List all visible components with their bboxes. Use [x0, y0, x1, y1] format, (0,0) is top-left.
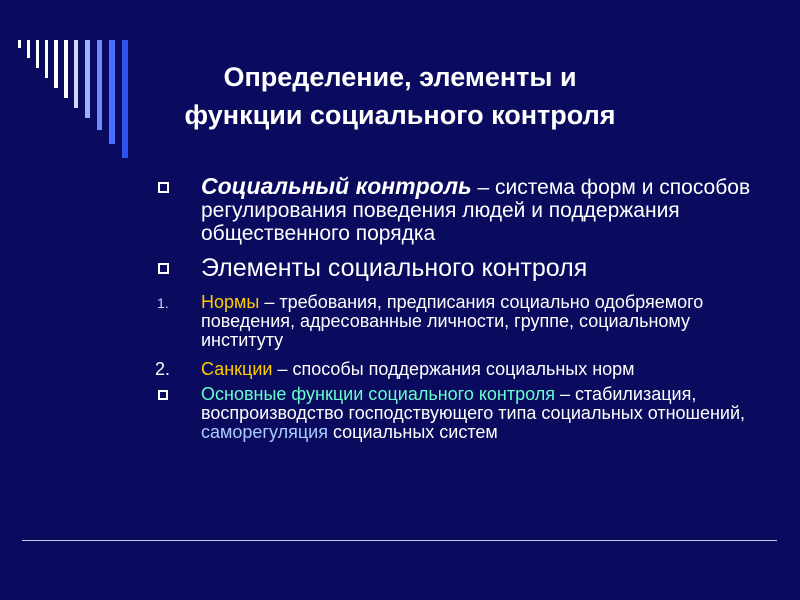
decor-bar — [36, 40, 39, 68]
item-text: – система форм и способов регулирования поведения людей и поддержания общественного порядка — [201, 176, 751, 245]
decor-bar — [85, 40, 90, 118]
item-lead: Нормы — [201, 292, 260, 312]
decor-bar — [109, 40, 115, 144]
item-text: социальных систем — [327, 422, 498, 442]
list-item — [155, 385, 755, 442]
square-bullet-icon — [158, 263, 169, 274]
item-lead: Санкции — [201, 359, 273, 379]
item-text: , — [740, 403, 746, 423]
item-text: Элементы социального контроля — [201, 254, 588, 282]
list-item — [155, 175, 755, 245]
item-text-highlight: саморегуляция — [201, 422, 328, 442]
decor-bar — [18, 40, 21, 48]
item-text: – требования, предписания социально одобряемого поведения, адресованные личности, группе, социальному институту — [201, 292, 704, 350]
decor-bar — [45, 40, 48, 78]
decor-bar — [122, 40, 128, 158]
title-line-2: функции социального контроля — [184, 100, 616, 130]
item-text: – способы поддержания социальных норм — [272, 359, 635, 379]
decor-bar — [54, 40, 58, 88]
bottom-divider — [22, 540, 777, 541]
item-text: воспроизводство господствующего типа социальных отношений — [201, 403, 741, 423]
square-bullet-icon — [158, 182, 169, 193]
square-bullet-icon — [158, 390, 168, 400]
decor-bar — [64, 40, 68, 98]
decor-bar — [97, 40, 102, 130]
title-line-1: Определение, элементы и — [223, 62, 577, 92]
item-number: 2. — [155, 359, 171, 379]
item-number: 1. — [157, 295, 169, 311]
decorative-bars — [0, 0, 140, 170]
item-lead: Социальный контроль — [201, 173, 472, 199]
slide-title — [150, 58, 650, 134]
list-item — [155, 293, 755, 350]
list-item — [155, 254, 755, 282]
item-lead: Основные функции социального контроля — [201, 384, 555, 404]
item-text: – стабилизация, — [555, 384, 697, 404]
slide-content — [155, 175, 755, 442]
list-item — [155, 359, 755, 379]
decor-bar — [27, 40, 30, 58]
decor-bar — [74, 40, 78, 108]
